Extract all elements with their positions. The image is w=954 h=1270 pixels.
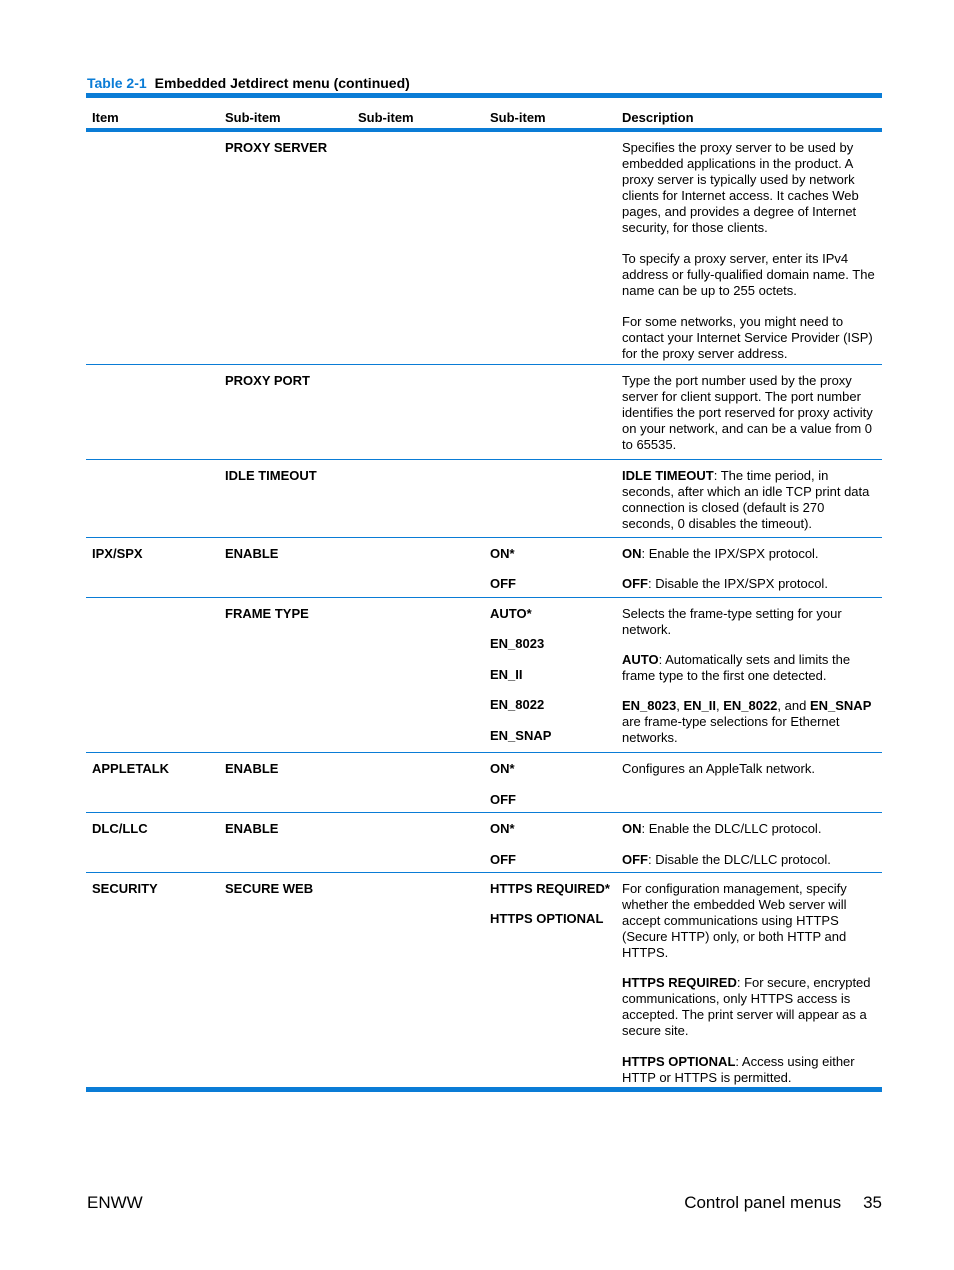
description-paragraph (622, 1054, 878, 1086)
table-row-dlc-llc (86, 813, 882, 873)
description-paragraph: Specifies the proxy server to be used by embedded applications in the product. A proxy server is typically used by network clients for Internet access. It caches Web pages, and provides a degree of Internet security, for those clients. (622, 140, 859, 235)
table-row-ipx-enable (86, 538, 882, 598)
option-value: ON* (490, 761, 515, 776)
option-value: ON* (490, 546, 515, 561)
sub-item-label: FRAME TYPE (225, 606, 309, 621)
definition: : Enable the DLC/LLC protocol. (641, 821, 822, 836)
description (622, 140, 878, 362)
description (622, 546, 878, 561)
description-paragraph (622, 975, 878, 1039)
jetdirect-table (86, 93, 882, 1092)
footer-left: ENWW (87, 1193, 143, 1212)
sub-item-label: ENABLE (225, 761, 279, 776)
option-value: OFF (490, 792, 516, 807)
term: OFF (622, 576, 648, 591)
description-paragraph: Selects the frame-type setting for your network. (622, 606, 842, 637)
term: EN_8022 (723, 698, 778, 713)
item-label: IPX/SPX (92, 546, 143, 561)
term: HTTPS OPTIONAL (622, 1054, 736, 1069)
term: EN_II (683, 698, 716, 713)
option-value: EN_SNAP (490, 728, 552, 743)
table-row-security (86, 873, 882, 1092)
table-row-frame-type (86, 598, 882, 753)
definition: : For secure, encrypted communications, only HTTPS access is accepted. The print server will appear as a secure site. (622, 975, 871, 1038)
table-row-proxy-port (86, 365, 882, 460)
description-paragraph (622, 652, 878, 684)
sub-item-label: PROXY PORT (225, 373, 311, 388)
definition: : Access using either HTTP or HTTPS is permitted. (622, 1054, 855, 1085)
definition: are frame-type selections for Ethernet networks. (622, 714, 840, 745)
term: OFF (622, 852, 648, 867)
table-number: Table 2-1 (87, 75, 147, 91)
description (622, 468, 878, 532)
definition: : Automatically sets and limits the frame type to the first one detected. (622, 652, 851, 683)
description (622, 606, 878, 746)
description (622, 373, 878, 453)
header-item: Item (92, 110, 119, 125)
term: ON (622, 546, 642, 561)
definition: : Disable the DLC/LLC protocol. (648, 852, 831, 867)
description (622, 576, 878, 591)
term: EN_SNAP (809, 698, 872, 713)
table-row-proxy-server (86, 132, 882, 365)
definition: : Enable the IPX/SPX protocol. (641, 546, 819, 561)
separator: , and (777, 698, 810, 713)
term: IDLE TIMEOUT (622, 468, 714, 483)
description-paragraph: For some networks, you might need to contact your Internet Service Provider (ISP) for the proxy server address. (622, 314, 873, 361)
separator: , (715, 698, 724, 713)
description (622, 821, 878, 836)
header-sub-item-2: Sub-item (358, 110, 414, 125)
option-value: ON* (490, 821, 515, 836)
term: AUTO (622, 652, 659, 667)
separator: , (676, 698, 684, 713)
item-label: SECURITY (92, 881, 158, 896)
description-paragraph: For configuration management, specify whether the embedded Web server will accept communications using HTTPS (Secure HTTP) only, or both HTTP and HTTPS. (622, 881, 847, 960)
option-value: EN_II (490, 667, 523, 682)
term: HTTPS REQUIRED (622, 975, 737, 990)
term: EN_8023 (622, 698, 677, 713)
sub-item-label: ENABLE (225, 821, 279, 836)
option-value: OFF (490, 852, 516, 867)
option-value: OFF (490, 576, 516, 591)
description: Configures an AppleTalk network. (622, 761, 815, 776)
header-sub-item-1: Sub-item (225, 110, 281, 125)
description (622, 852, 878, 867)
description (622, 881, 878, 1086)
table-caption (87, 75, 410, 91)
item-label: APPLETALK (92, 761, 170, 776)
table-row-idle-timeout (86, 460, 882, 538)
sub-item-label: IDLE TIMEOUT (225, 468, 317, 483)
page-number: 35 (863, 1193, 882, 1212)
table-row-appletalk (86, 753, 882, 813)
item-label: DLC/LLC (92, 821, 148, 836)
description-paragraph (622, 698, 878, 746)
description-paragraph (622, 468, 878, 532)
option-value: AUTO* (490, 606, 532, 621)
table-header (86, 98, 882, 132)
sub-item-label: PROXY SERVER (225, 140, 328, 155)
option-value: HTTPS REQUIRED* (490, 881, 610, 896)
sub-item-label: ENABLE (225, 546, 279, 561)
sub-item-label: SECURE WEB (225, 881, 314, 896)
footer-section-title: Control panel menus (684, 1193, 842, 1212)
term: ON (622, 821, 642, 836)
option-value: EN_8022 (490, 697, 545, 712)
header-sub-item-3: Sub-item (490, 110, 546, 125)
option-value: HTTPS OPTIONAL (490, 911, 604, 926)
option-value: EN_8023 (490, 636, 545, 651)
definition: : Disable the IPX/SPX protocol. (648, 576, 828, 591)
table-title: Embedded Jetdirect menu (continued) (154, 75, 410, 91)
definition: : The time period, in seconds, after which an idle TCP print data connection is closed (default is 270 seconds, 0 disables the timeout). (622, 468, 870, 531)
description-paragraph: To specify a proxy server, enter its IPv4 address or fully-qualified domain name. The name can be up to 255 octets. (622, 251, 875, 298)
footer-right (684, 1193, 882, 1213)
header-description: Description (622, 110, 694, 125)
description-paragraph: Type the port number used by the proxy server for client support. The port number identifies the port reserved for proxy activity on your network, and can be a value from 0 to 65535. (622, 373, 873, 452)
